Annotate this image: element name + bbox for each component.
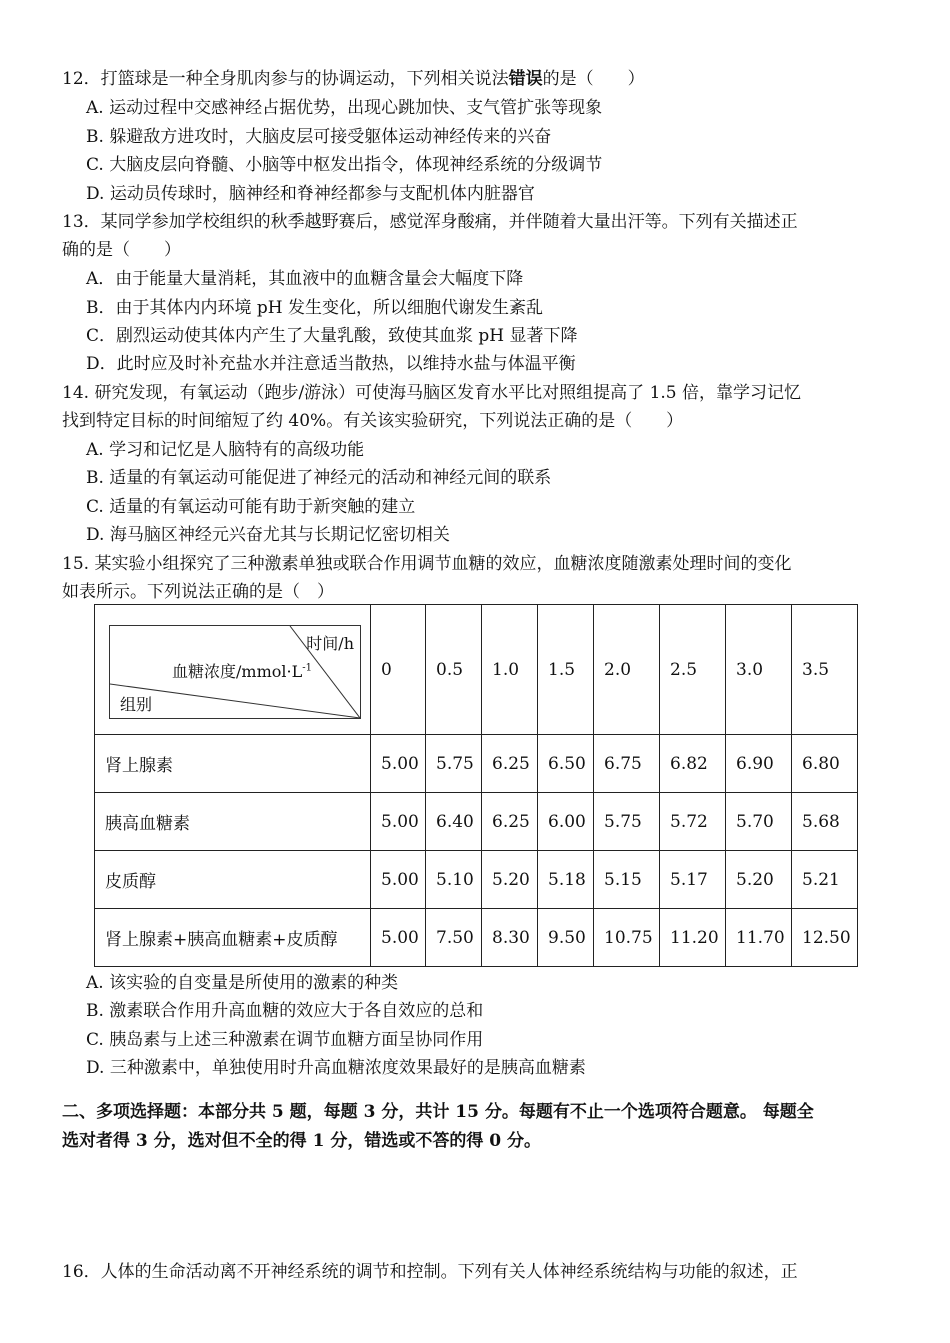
q12-option-b: B. 躲避敌方进攻时，大脑皮层可接受躯体运动神经传来的兴奋 [86,127,552,147]
q14-option-a: A. 学习和记忆是人脑特有的高级功能 [86,440,365,460]
value-cell: 5.18 [538,851,594,909]
table-row [95,793,858,851]
corner-conc-label: 血糖浓度$/mmol\cdot L^{-1}$ [172,662,312,681]
value-cell: 5.00 [371,793,426,851]
value-cell: 5.75 [426,735,482,793]
time-header: 3.5 [792,605,858,735]
q13-option-a: A．由于能量大量消耗，其血液中的血糖含量会大幅度下降 [86,269,524,289]
value-cell: 6.25 [482,793,538,851]
q16-stem-line1: 16．人体的生命活动离不开神经系统的调节和控制。下列有关人体神经系统结构与功能的叙述，正 [62,1262,798,1282]
q14-stem-line1: 14. 研究发现，有氧运动（跑步/游泳）可使海马脑区发育水平比对照组提高了 1.5 倍，靠学习记忆 [62,383,802,403]
value-cell: 5.68 [792,793,858,851]
group-cell: 胰高血糖素 [95,793,371,851]
q12-emphasis: 错误 [508,69,543,89]
q15-option-c: C. 胰岛素与上述三种激素在调节血糖方面呈协同作用 [86,1030,484,1050]
q14-option-d: D. 海马脑区神经元兴奋尤其与长期记忆密切相关 [86,525,450,545]
q12-stem: 12．打篮球是一种全身肌肉参与的协调运动，下列相关说法错误的是（ ） [62,69,645,89]
value-cell: 5.00 [371,851,426,909]
section2-heading-line2: 选对者得 3 分，选对但不全的得 1 分，错选或不答的得 0 分。 [62,1131,541,1151]
q12-option-c: C. 大脑皮层向脊髓、小脑等中枢发出指令，体现神经系统的分级调节 [86,155,603,175]
q12-option-d: D. 运动员传球时，脑神经和脊神经都参与支配机体内脏器官 [86,184,535,204]
value-cell: 5.75 [594,793,660,851]
value-cell: 6.80 [792,735,858,793]
value-cell: 6.82 [660,735,726,793]
value-cell: 5.21 [792,851,858,909]
q15-option-a: A. 该实验的自变量是所使用的激素的种类 [86,973,399,993]
corner-time-label: 时间/h [306,634,354,653]
table-row [95,851,858,909]
q15-option-b: B. 激素联合作用升高血糖的效应大于各自效应的总和 [86,1001,484,1021]
diagonal-header [109,625,361,719]
table-row [95,735,858,793]
q12-option-a: A. 运动过程中交感神经占据优势，出现心跳加快、支气管扩张等现象 [86,98,603,118]
value-cell: 6.40 [426,793,482,851]
group-cell: 肾上腺素 [95,735,371,793]
value-cell: 5.72 [660,793,726,851]
value-cell: 5.20 [726,851,792,909]
value-cell: 6.25 [482,735,538,793]
value-cell: 5.20 [482,851,538,909]
value-cell: 6.75 [594,735,660,793]
group-cell: 皮质醇 [95,851,371,909]
value-cell: 10.75 [594,909,660,967]
table-row [95,909,858,967]
q15-stem-line2: 如表所示。下列说法正确的是（ ） [62,582,334,602]
q13-option-c: C．剧烈运动使其体内产生了大量乳酸，致使其血浆 pH 显著下降 [86,326,578,346]
q13-option-d: D．此时应及时补充盐水并注意适当散热，以维持水盐与体温平衡 [86,354,576,374]
q14-option-c: C. 适量的有氧运动可能有助于新突触的建立 [86,497,416,517]
value-cell: 5.00 [371,735,426,793]
value-cell: 5.00 [371,909,426,967]
value-cell: 12.50 [792,909,858,967]
table-corner-cell [95,605,371,735]
time-header: 0 [371,605,426,735]
q14-option-b: B. 适量的有氧运动可能促进了神经元的活动和神经元间的联系 [86,468,552,488]
value-cell: 11.70 [726,909,792,967]
value-cell: 9.50 [538,909,594,967]
q13-stem-line2: 确的是（ ） [62,240,181,260]
value-cell: 6.90 [726,735,792,793]
corner-group-label: 组别 [120,695,153,714]
value-cell: 5.70 [726,793,792,851]
value-cell: 5.15 [594,851,660,909]
value-cell: 8.30 [482,909,538,967]
time-header: 2.0 [594,605,660,735]
value-cell: 6.00 [538,793,594,851]
value-cell: 5.17 [660,851,726,909]
value-cell: 11.20 [660,909,726,967]
section2-heading-line1: 二、多项选择题：本部分共 5 题，每题 3 分，共计 15 分。每题有不止一个选项符合题意。 每题全 [62,1102,814,1122]
value-cell: 7.50 [426,909,482,967]
time-header: 0.5 [426,605,482,735]
q15-option-d: D. 三种激素中，单独使用时升高血糖浓度效果最好的是胰高血糖素 [86,1058,586,1078]
time-header: 3.0 [726,605,792,735]
time-header: 1.5 [538,605,594,735]
value-cell: 6.50 [538,735,594,793]
time-header: 2.5 [660,605,726,735]
q13-option-b: B．由于其体内内环境 pH 发生变化，所以细胞代谢发生紊乱 [86,298,544,318]
time-header: 1.0 [482,605,538,735]
q14-stem-line2: 找到特定目标的时间缩短了约 40%。有关该实验研究，下列说法正确的是（ ） [62,411,684,431]
table-header-row [95,605,858,735]
value-cell: 5.10 [426,851,482,909]
group-cell: 肾上腺素+胰高血糖素+皮质醇 [95,909,371,967]
glucose-table [94,604,858,967]
q13-stem-line1: 13．某同学参加学校组织的秋季越野赛后，感觉浑身酸痛，并伴随着大量出汗等。下列有关描述正 [62,212,798,232]
q15-stem-line1: 15. 某实验小组探究了三种激素单独或联合作用调节血糖的效应，血糖浓度随激素处理时间的变化 [62,554,792,574]
